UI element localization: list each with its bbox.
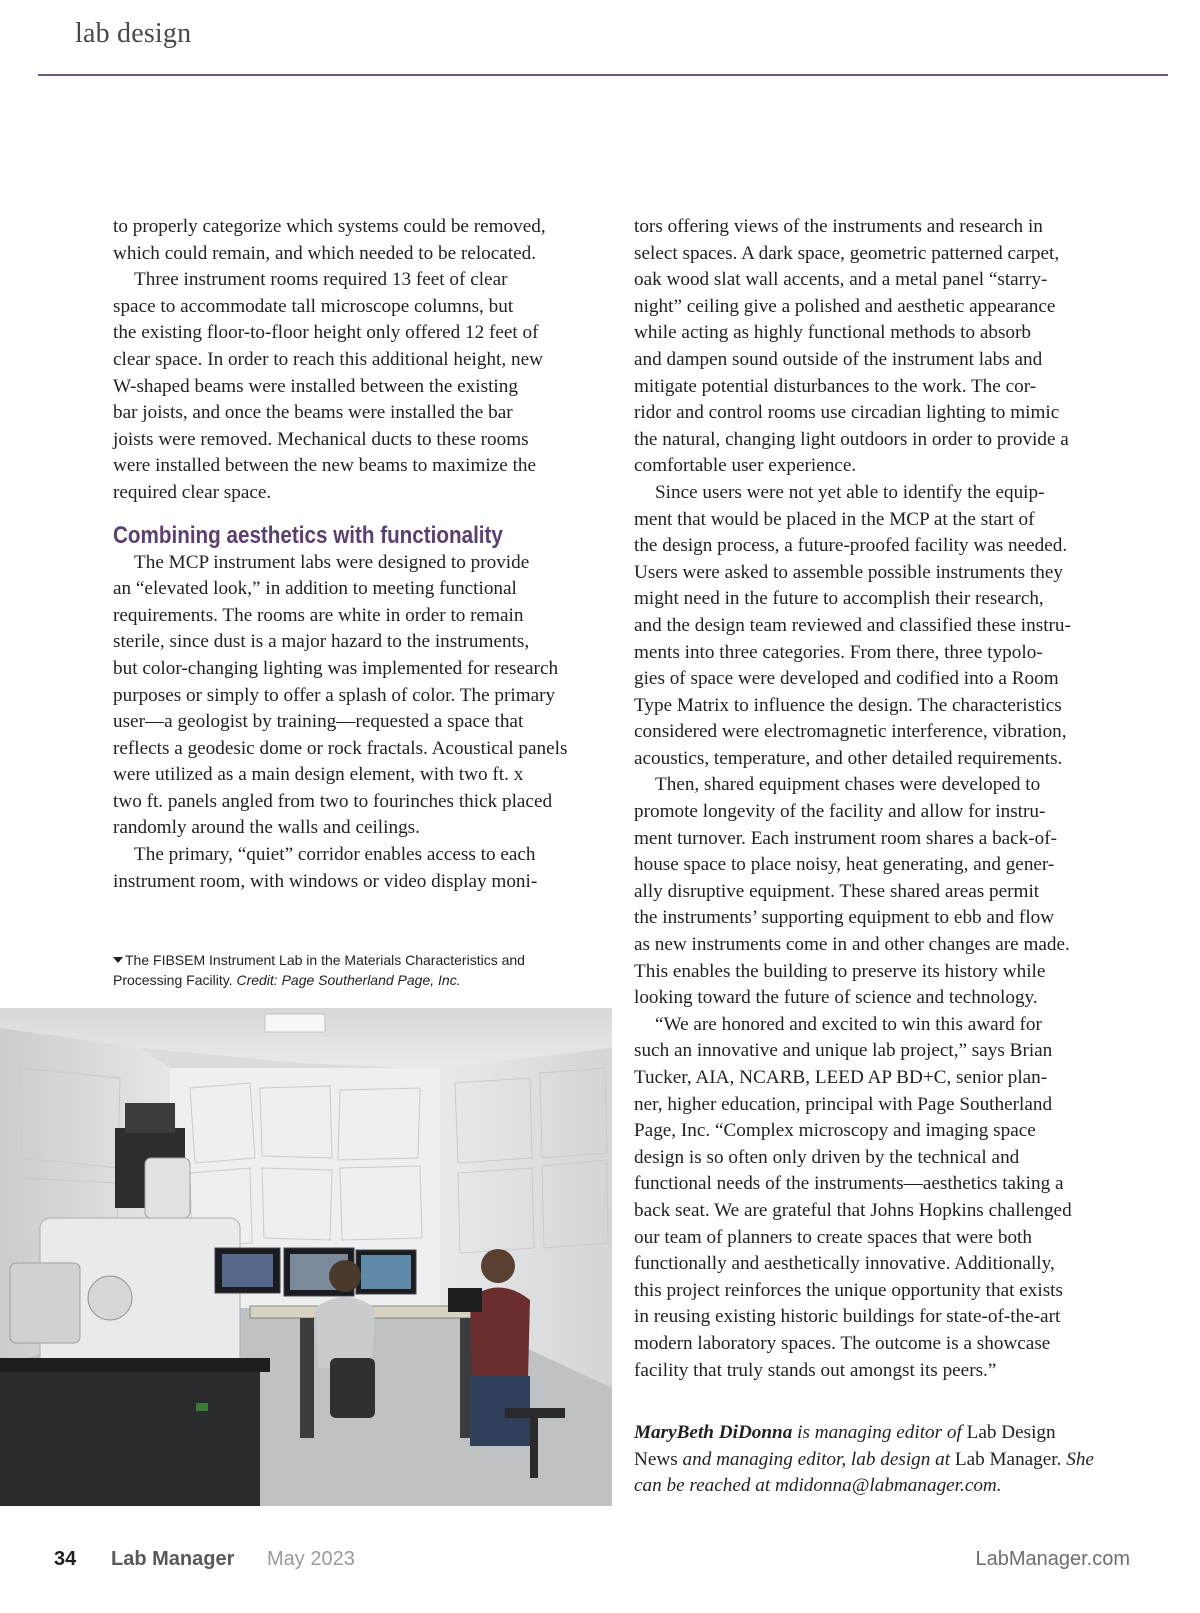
text-line: in reusing existing historic buildings for state-of-the-art [634, 1306, 1061, 1328]
text-line: were installed between the new beams to maximize the [113, 455, 537, 477]
bio-text: is managing editor of [792, 1422, 967, 1443]
text-line: Type Matrix to influence the design. The characteristics [634, 694, 1062, 716]
text-line: ment that would be placed in the MCP at the start of [634, 508, 1035, 530]
caption-pointer-icon [113, 957, 123, 963]
text-line: sterile, since dust is a major hazard to the instruments, [113, 631, 530, 653]
text-line: W-shaped beams were installed between the existing [113, 375, 518, 397]
header-divider [38, 74, 1168, 76]
text-line: considered were electromagnetic interference, vibration, [634, 721, 1067, 743]
author-name: MaryBeth DiDonna [634, 1422, 793, 1443]
text-line: ner, higher education, principal with Page Southerland [634, 1093, 1053, 1115]
website-link[interactable]: LabManager.com [975, 1548, 1130, 1570]
bio-text: and managing editor, lab design at [677, 1448, 955, 1470]
text-line: ment turnover. Each instrument room shares a back-of- [634, 827, 1058, 849]
publication-name: News [634, 1448, 678, 1470]
section-subheading: Combining aesthetics with functionality [113, 521, 503, 549]
photo-caption [113, 950, 613, 990]
text-line: “We are honored and excited to win this award for [655, 1013, 1042, 1035]
text-line: purposes or simply to offer a splash of color. The primary [113, 684, 556, 706]
text-line: bar joists, and once the beams were installed the bar [113, 402, 513, 424]
text-line: were utilized as a main design element, with two ft. x [113, 764, 524, 786]
text-line: ments into three categories. From there, three typolo- [634, 641, 1043, 663]
caption-text: Processing Facility. [113, 972, 237, 988]
text-line: Users were asked to assemble possible instruments they [634, 561, 1063, 583]
author-email: can be reached at mdidonna@labmanager.com. [634, 1475, 1002, 1497]
text-line: mitigate potential disturbances to the work. The cor- [634, 375, 1037, 397]
text-line: the natural, changing light outdoors in order to provide a [634, 428, 1069, 450]
caption-text: The FIBSEM Instrument Lab in the Materials Characteristics and [125, 952, 525, 968]
text-line: Since users were not yet able to identify the equip- [655, 481, 1045, 503]
text-line: modern laboratory spaces. The outcome is a showcase [634, 1332, 1051, 1354]
text-line: required clear space. [113, 481, 272, 503]
text-line: joists were removed. Mechanical ducts to these rooms [113, 428, 529, 450]
text-line: to properly categorize which systems could be removed, [113, 216, 546, 237]
text-line: requirements. The rooms are white in order to remain [113, 604, 524, 626]
text-line: tors offering views of the instruments and research in [634, 216, 1043, 237]
text-line: might need in the future to accomplish their research, [634, 588, 1044, 610]
text-line: this project reinforces the unique opportunity that exists [634, 1279, 1063, 1301]
text-line: ally disruptive equipment. These shared areas permit [634, 880, 1040, 902]
text-line: instrument room, with windows or video display moni- [113, 870, 538, 892]
text-line: and dampen sound outside of the instrument labs and [634, 348, 1043, 370]
text-line: promote longevity of the facility and allow for instru- [634, 801, 1046, 823]
text-line: looking toward the future of science and technology. [634, 987, 1038, 1009]
text-line: randomly around the walls and ceilings. [113, 817, 420, 839]
text-line: night” ceiling give a polished and aesthetic appearance [634, 295, 1056, 317]
text-line: the instruments’ supporting equipment to ebb and flow [634, 907, 1055, 929]
text-line: oak wood slat wall accents, and a metal panel “starry- [634, 269, 1048, 291]
text-line: such an innovative and unique lab project,” says Brian [634, 1040, 1053, 1062]
text-line: The primary, “quiet” corridor enables access to each [134, 844, 536, 866]
text-line: clear space. In order to reach this additional height, new [113, 348, 543, 370]
text-line: back seat. We are grateful that Johns Hopkins challenged [634, 1199, 1072, 1221]
text-line: space to accommodate tall microscope columns, but [113, 295, 514, 317]
text-line: Page, Inc. “Complex microscopy and imaging space [634, 1120, 1036, 1142]
text-line: reflects a geodesic dome or rock fractals. Acoustical panels [113, 737, 568, 759]
page-number: 34 [54, 1548, 77, 1570]
text-line: acoustics, temperature, and other detailed requirements. [634, 747, 1063, 769]
text-line: This enables the building to preserve its history while [634, 960, 1046, 982]
issue-date: May 2023 [267, 1548, 355, 1570]
text-line: the design process, a future-proofed facility was needed. [634, 535, 1068, 557]
text-line: Then, shared equipment chases were developed to [655, 774, 1041, 796]
text-line: facility that truly stands out amongst its peers.” [634, 1359, 997, 1381]
lab-photo-illustration [0, 1008, 612, 1506]
text-line: gies of space were developed and codified into a Room [634, 668, 1059, 690]
text-line: The MCP instrument labs were designed to provide [134, 551, 530, 573]
text-line: functional needs of the instruments—aesthetics taking a [634, 1173, 1064, 1195]
text-line: the existing floor-to-floor height only offered 12 feet of [113, 322, 539, 344]
section-title: lab design [75, 18, 192, 49]
text-line: design is so often only driven by the technical and [634, 1146, 1020, 1168]
text-line: Three instrument rooms required 13 feet of clear [134, 269, 508, 291]
text-line: functionally and aesthetically innovative. Additionally, [634, 1253, 1055, 1275]
lab-photo [0, 1008, 612, 1506]
publication-name: Lab Design [966, 1422, 1056, 1443]
magazine-name: Lab Manager [111, 1548, 235, 1570]
photo-credit: Credit: Page Southerland Page, Inc. [236, 972, 461, 988]
text-line: as new instruments come in and other changes are made. [634, 934, 1070, 956]
page-footer [0, 1548, 1200, 1578]
text-line: house space to place noisy, heat generating, and gener- [634, 854, 1055, 876]
text-line: user—a geologist by training—requested a space that [113, 711, 524, 733]
bio-text: She [1061, 1448, 1094, 1470]
right-column [634, 214, 1134, 1384]
left-column [113, 214, 610, 895]
text-line: select spaces. A dark space, geometric patterned carpet, [634, 242, 1060, 264]
text-line: and the design team reviewed and classified these instru- [634, 614, 1071, 636]
author-bio [634, 1420, 1134, 1500]
text-line: our team of planners to create spaces that were both [634, 1226, 1032, 1248]
text-line: Tucker, AIA, NCARB, LEED AP BD+C, senior plan- [634, 1067, 1048, 1088]
text-line: while acting as highly functional methods to absorb [634, 322, 1031, 344]
publication-name: Lab Manager. [954, 1448, 1062, 1470]
text-line: two ft. panels angled from two to fourinches thick placed [113, 790, 553, 812]
text-line: which could remain, and which needed to be relocated. [113, 242, 537, 264]
text-line: an “elevated look,” in addition to meeting functional [113, 578, 517, 600]
text-line: comfortable user experience. [634, 455, 857, 477]
text-line: ridor and control rooms use circadian lighting to mimic [634, 402, 1060, 424]
text-line: but color-changing lighting was implemented for research [113, 657, 559, 679]
